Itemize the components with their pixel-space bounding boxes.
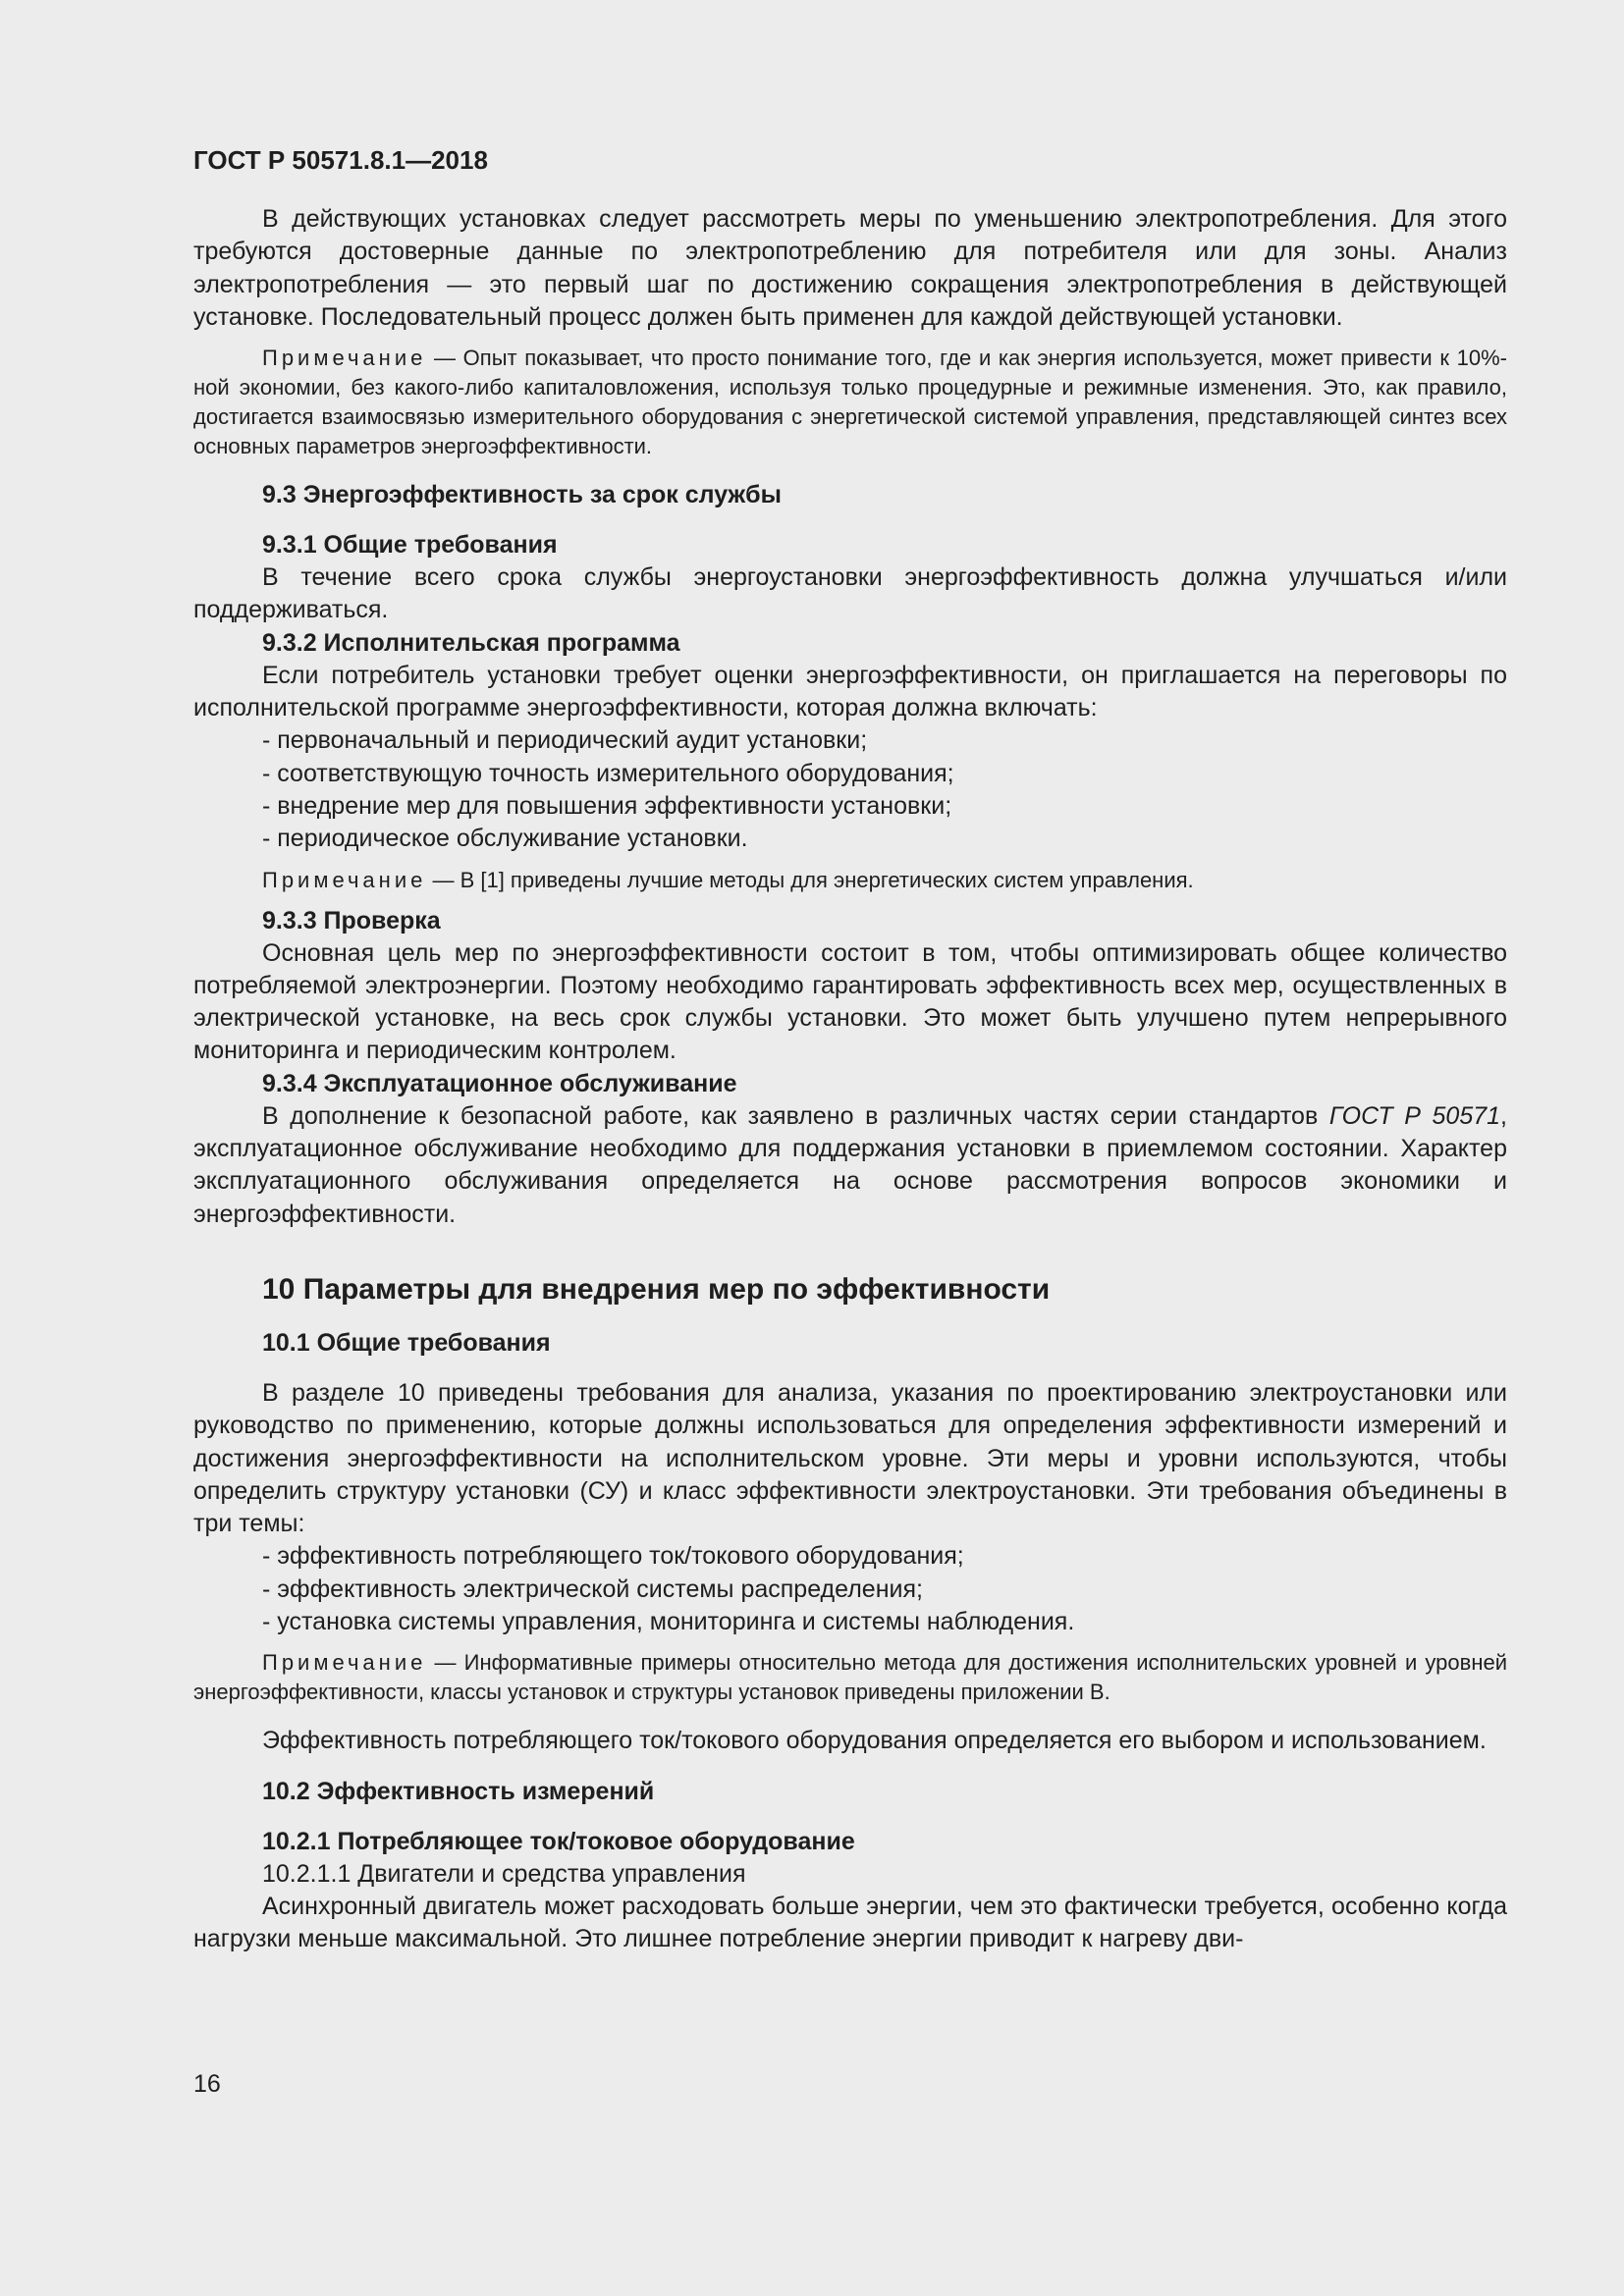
note-text: Опыт показывает, что просто понимание того, где и как энергия используется, может привести к 10%-ной экономии, без какого-либо капиталовложения, используя только процедурные и режимные изменения. Это, как правило, достигается взаимосвязью измерительного оборудования с энергетической системой управления, представляющей синтез всех основных параметров энергоэффективности. xyxy=(193,346,1507,459)
note-dash: — xyxy=(426,346,463,371)
themes-list xyxy=(193,1540,1507,1638)
list-item: - эффективность потребляющего ток/токового оборудования; xyxy=(262,1542,964,1571)
section-heading-10-1: 10.1 Общие требования xyxy=(262,1328,551,1357)
note-label: Примечание xyxy=(262,1650,427,1676)
list-item: - установка системы управления, мониторинга и системы наблюдения. xyxy=(262,1608,1075,1636)
note xyxy=(193,866,1507,895)
section-heading-9-3-4: 9.3.4 Эксплуатационное обслуживание xyxy=(262,1069,737,1097)
note-text: В [1] приведены лучшие методы для энергетических систем управления. xyxy=(460,867,1194,892)
chapter-heading-10: 10 Параметры для внедрения мер по эффективности xyxy=(262,1272,1051,1306)
paragraph: Основная цель мер по энергоэффективности состоит в том, чтобы оптимизировать общее количество потребляемой электроэнергии. Поэтому необходимо гарантировать эффективность всех мер, осуществленных в электрической установке, на весь срок службы установки. Это может быть улучшено путем непрерывного мониторинга и периодическим контролем. xyxy=(193,938,1507,1065)
subsection-title-10-2-1-1: 10.2.1.1 Двигатели и средства управления xyxy=(262,1859,746,1888)
list-item: - эффективность электрической системы распределения; xyxy=(262,1575,923,1603)
page-content xyxy=(193,145,1507,1956)
paragraph: Если потребитель установки требует оценки энергоэффективности, он приглашается на переговоры по исполнительской программе энергоэффективности, которая должна включать: xyxy=(193,661,1507,722)
section-heading-10-2-1: 10.2.1 Потребляющее ток/токовое оборудование xyxy=(262,1827,855,1855)
list-item: - соответствующую точность измерительного оборудования; xyxy=(262,759,954,787)
list-item: - внедрение мер для повышения эффективности установки; xyxy=(262,791,952,820)
paragraph: В течение всего срока службы энергоустановки энергоэффективность должна улучшаться и/или поддерживаться. xyxy=(193,563,1507,624)
paragraph: Эффективность потребляющего ток/токового оборудования определяется его выбором и использованием. xyxy=(262,1727,1487,1755)
paragraph: В разделе 10 приведены требования для анализа, указания по проектированию электроустановки или руководство по применению, которые должны использоваться для определения эффективности измерений и достижения энергоэффективности на исполнительском уровне. Эти меры и уровни используются, чтобы определить структуру установки (СУ) и класс эффективности электроустановки. Эти требования объединены в три темы: xyxy=(193,1378,1507,1538)
page-number: 16 xyxy=(193,2070,221,2098)
list-item: - первоначальный и периодический аудит установки; xyxy=(262,726,868,755)
list-item: - периодическое обслуживание установки. xyxy=(262,825,748,853)
note-dash: — xyxy=(426,867,460,892)
section-heading-9-3-3: 9.3.3 Проверка xyxy=(262,906,441,934)
text-span: , эксплуатационное обслуживание необходимо для поддержания установки в приемлемом состоянии. Характер эксплуатационного обслуживания определяется на основе рассмотрения вопросов экономики и энергоэффективности. xyxy=(193,1101,1507,1228)
paragraph xyxy=(193,1100,1507,1231)
section-heading-9-3-1: 9.3.1 Общие требования xyxy=(262,531,558,560)
note xyxy=(193,344,1507,461)
note-text: Информативные примеры относительно метода для достижения исполнительских уровней и уровней энергоэффективности, классы установок и структуры установок приведены приложении В. xyxy=(193,1650,1507,1705)
text-span: В дополнение к безопасной работе, как заявлено в различных частях серии стандартов xyxy=(262,1101,1329,1130)
note-label: Примечание xyxy=(262,346,427,371)
note-label: Примечание xyxy=(262,867,427,892)
standard-reference: ГОСТ Р 50571 xyxy=(1328,1101,1501,1130)
section-heading-9-3-2: 9.3.2 Исполнительская программа xyxy=(262,628,680,657)
note-dash: — xyxy=(426,1650,464,1676)
section-heading-9-3: 9.3 Энергоэффективность за срок службы xyxy=(262,481,782,509)
note xyxy=(193,1648,1507,1707)
paragraph: Асинхронный двигатель может расходовать больше энергии, чем это фактически требуется, особенно когда нагрузки меньше максимальной. Это лишнее потребление энергии приводит к нагреву дви- xyxy=(193,1892,1507,1953)
section-heading-10-2: 10.2 Эффективность измерений xyxy=(262,1777,655,1805)
requirements-list xyxy=(193,724,1507,855)
document-header: ГОСТ Р 50571.8.1—2018 xyxy=(193,145,488,175)
paragraph: В действующих установках следует рассмотреть меры по уменьшению электропотребления. Для этого требуются достоверные данные по электропотреблению для потребителя или для зоны. Анализ электропотребления — это первый шаг по достижению сокращения электропотребления в действующей установке. Последовательный процесс должен быть применен для каждой действующей установки. xyxy=(193,205,1507,331)
